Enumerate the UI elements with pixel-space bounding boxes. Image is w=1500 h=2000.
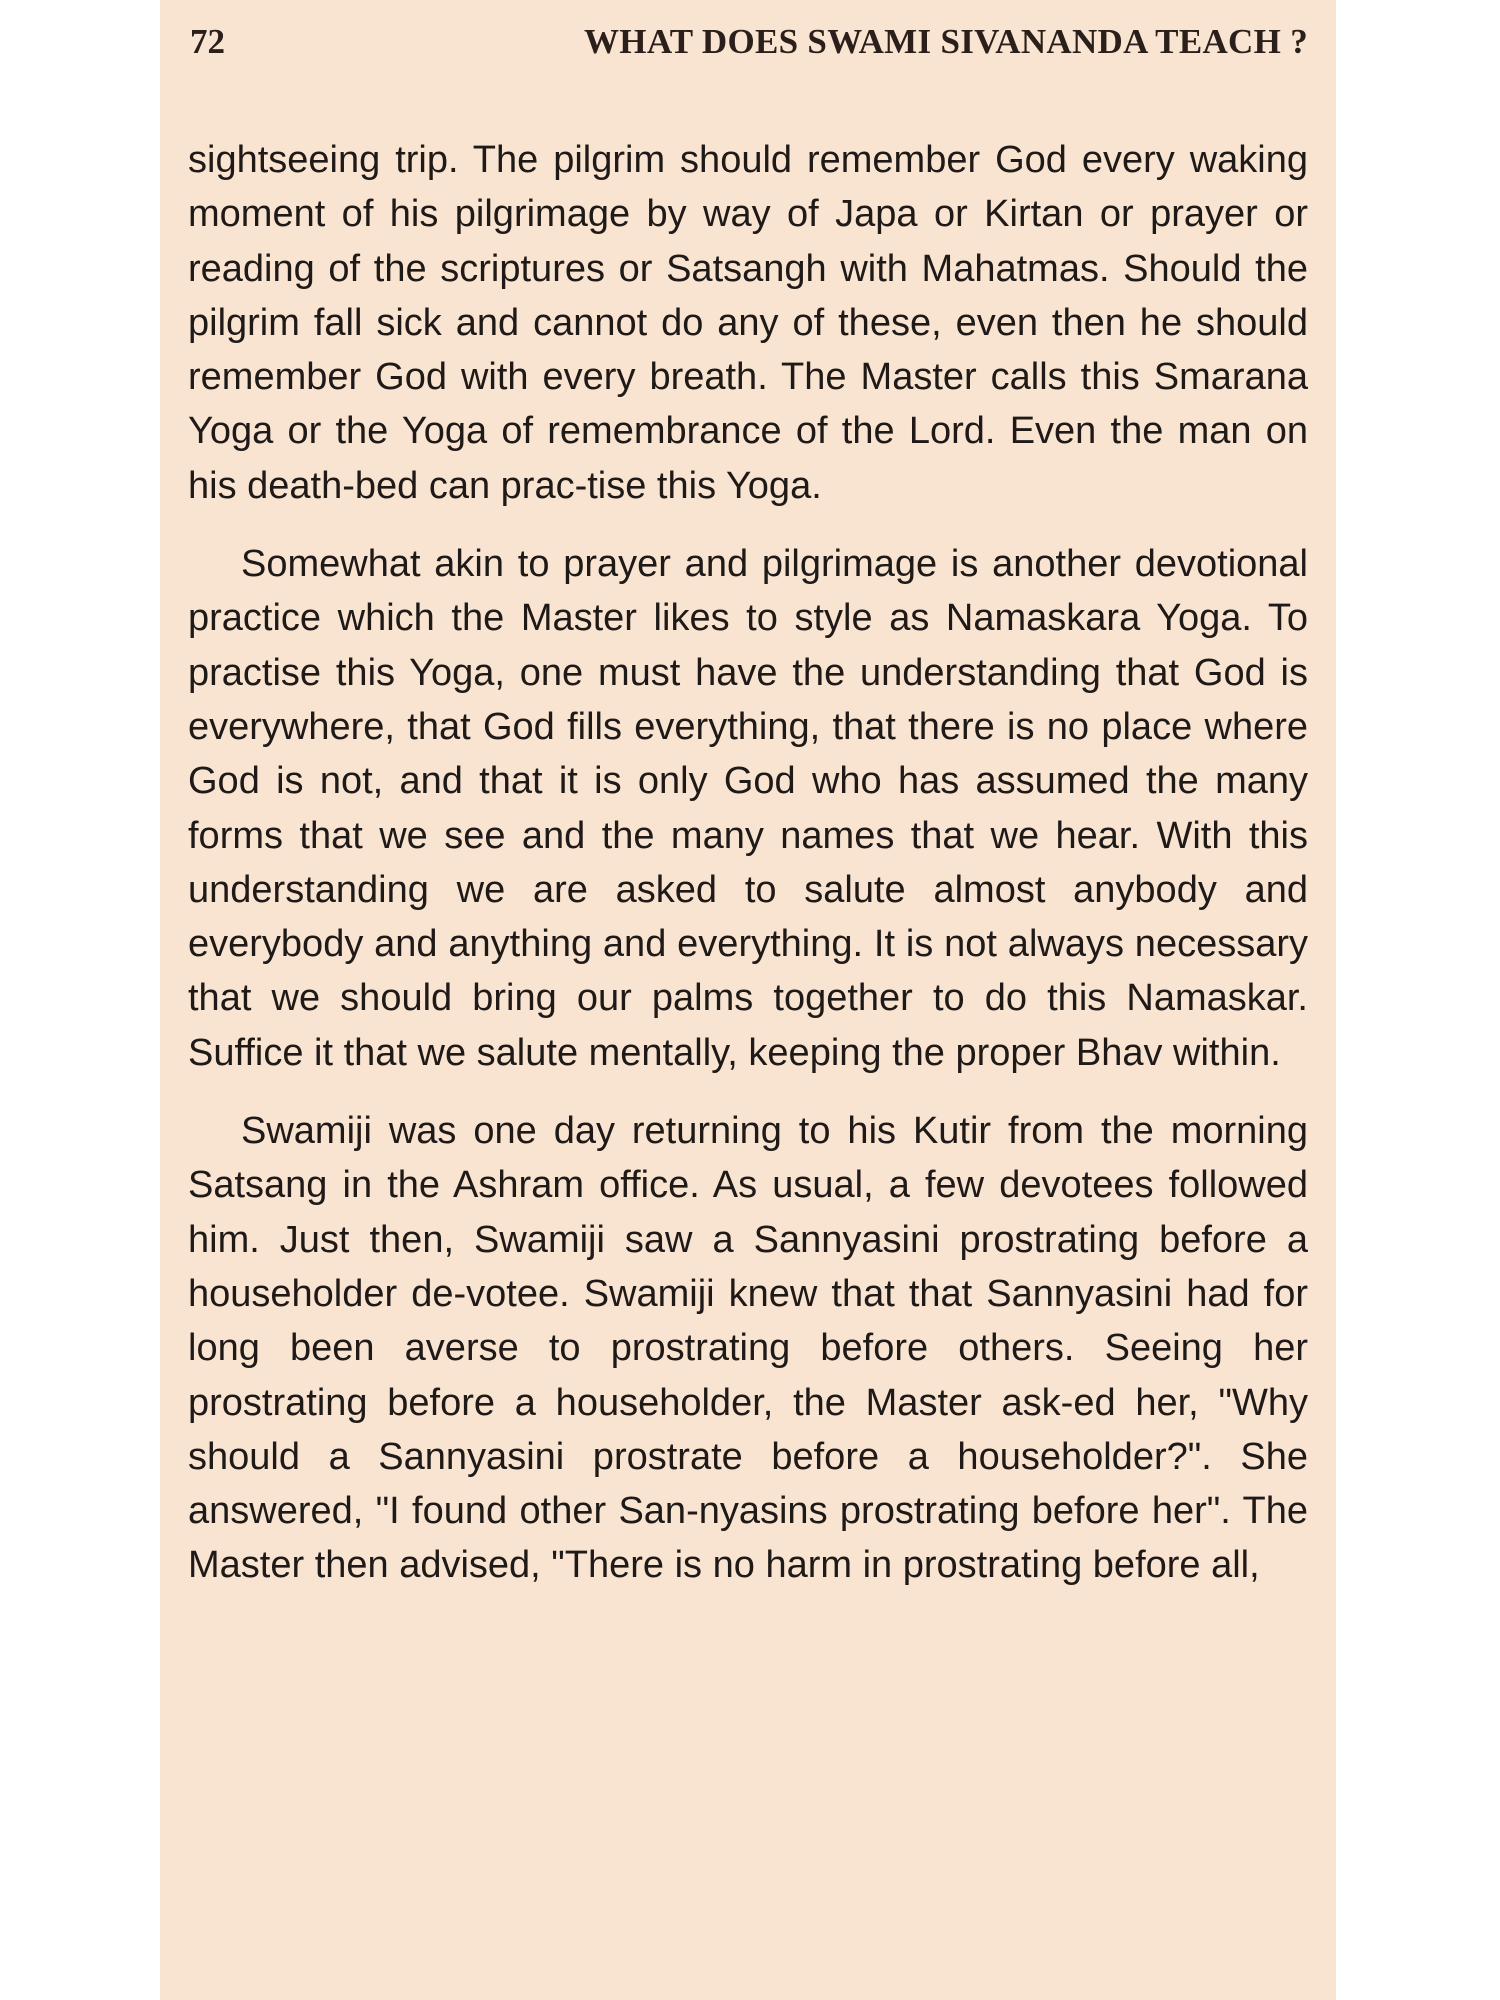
page-header (190, 22, 1308, 74)
paragraph-1: sightseeing trip. The pilgrim should remember God every waking moment of his pilgrimage by way of Japa or Kirtan or prayer or reading of the scriptures or Satsangh with Mahatmas. Should the pilgrim fall sick and cannot do any of these, even then he should remember God with every breath. The Master calls this Smarana Yoga or the Yoga of remembrance of the Lord. Even the man on his death-bed can prac-tise this Yoga. (188, 139, 1308, 507)
page-number: 72 (190, 22, 225, 61)
book-page (160, 0, 1336, 2000)
running-title: WHAT DOES SWAMI SIVANANDA TEACH ? (584, 22, 1308, 61)
paragraph-2: Somewhat akin to prayer and pilgrimage is another devotional practice which the Master likes to style as Namaskara Yoga. To practise this Yoga, one must have the understanding that God is everywhere, that God fills everything, that there is no place where God is not, and that it is only God who has assumed the many forms that we see and the many names that we hear. With this understanding we are asked to salute almost anybody and everybody and anything and everything. It is not always necessary that we should bring our palms together to do this Namaskar. Suffice it that we salute mentally, keeping the proper Bhav within. (188, 543, 1308, 1074)
body-text (188, 133, 1308, 1593)
paragraph-3: Swamiji was one day returning to his Kutir from the morning Satsang in the Ashram office. As usual, a few devotees followed him. Just then, Swamiji saw a Sannyasini prostrating before a householder de-votee. Swamiji knew that that Sannyasini had for long been averse to prostrating before others. Seeing her prostrating before a householder, the Master ask-ed her, "Why should a Sannyasini prostrate before a householder?". She answered, "I found other San-nyasins prostrating before her". The Master then advised, "There is no harm in prostrating before all, (188, 1110, 1308, 1587)
